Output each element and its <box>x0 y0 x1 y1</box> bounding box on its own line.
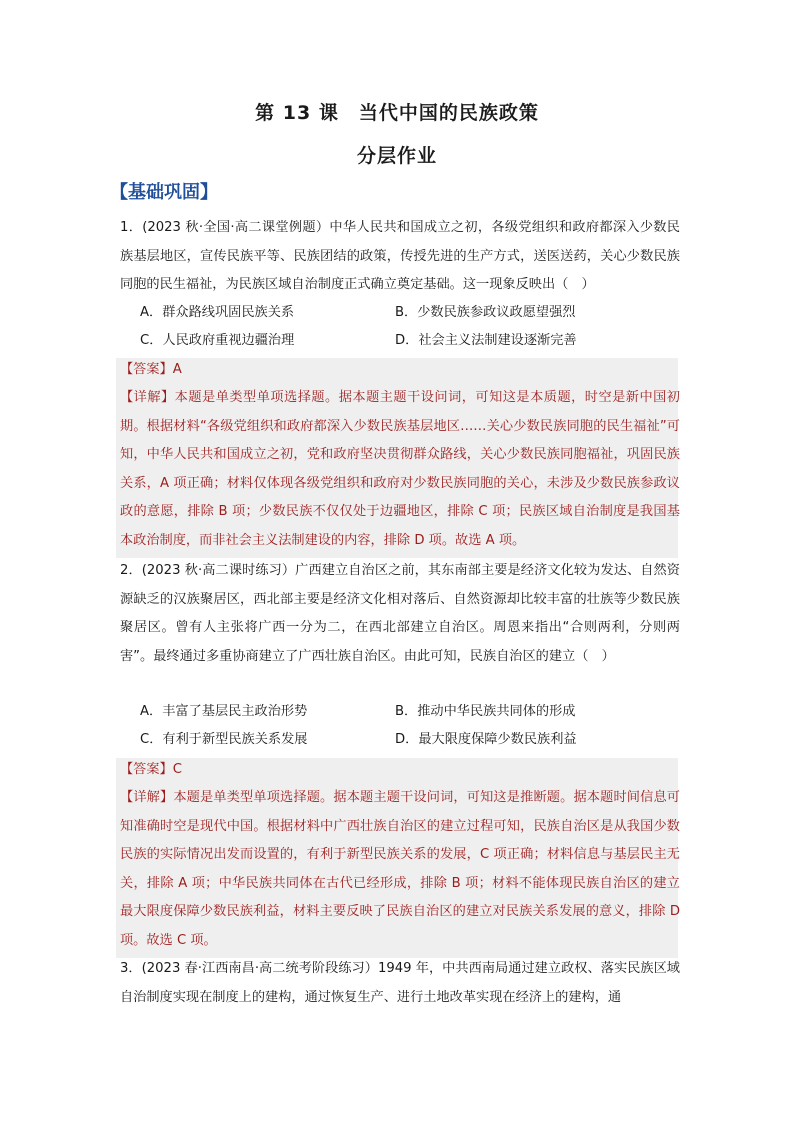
lesson-subtitle: 分层作业 <box>356 145 437 167</box>
option-a[interactable]: A．群众路线巩固民族关系 <box>140 305 295 320</box>
option-d[interactable]: D．社会主义法制建设逐渐完善 <box>395 333 577 348</box>
option-c[interactable]: C．有利于新型民族关系发展 <box>140 732 308 747</box>
option-b[interactable]: B．少数民族参政议政愿望强烈 <box>395 305 576 320</box>
analysis-1: 【详解】本题是单类型单项选择题。据本题主题干设问词，可知这是本质题，时空是新中国初期。根据材料“各级党组织和政府都深入少数民族基层地区……关心少数民族同胞的民生福祉”可知，中华人民共和国成立之初，党和政府坚决贯彻群众路线，关心少数民族同胞福祉，巩固民族关系，A 项正确；材料仅体现各级党组织和政府对少数民族同胞的关心，未涉及少数民族参政议政的意愿，排除 B 项；少数民族不仅仅处于边疆地区，排除 C 项；民族区域自治制度是我国基本政治制度，而非社会主义法制建设的内容，排除 D 项。故选 A 项。 <box>120 390 680 548</box>
question-2-stem: 2．(2023 秋·高二课时练习）广西建立自治区之前，其东南部主要是经济文化较为发达、自然资源缺乏的汉族聚居区，西北部主要是经济文化相对落后、自然资源却比较丰富的壮族等少数民族聚居区。曾有人主张将广西一分为二，在西北部建立自治区。周恩来指出“合则两利，分则两害”。最终通过多重协商建立了广西壮族自治区。由此可知，民族自治区的建立（ ） <box>120 563 680 664</box>
option-b[interactable]: B．推动中华民族共同体的形成 <box>395 704 576 719</box>
answer-1: 【答案】A <box>120 362 182 377</box>
question-3-stem: 3．(2023 春·江西南昌·高二统考阶段练习）1949 年，中共西南局通过建立政权、落实民族区域自治制度实现在制度上的建构，通过恢复生产、进行土地改革实现在经济上的建构，通 <box>120 961 680 1005</box>
answer-2: 【答案】C <box>120 762 182 777</box>
question-1-stem: 1．(2023 秋·全国·高二课堂例题）中华人民共和国成立之初，各级党组织和政府都深入少数民族基层地区，宣传民族平等、民族团结的政策，传授先进的生产方式，送医送药，关心少数民族同胞的民生福祉，为民族区域自治制度正式确立奠定基础。这一现象反映出（ ） <box>120 220 680 293</box>
section-heading: 【基础巩固】 <box>110 182 218 203</box>
option-d[interactable]: D．最大限度保障少数民族利益 <box>395 732 577 747</box>
analysis-2: 【详解】本题是单类型单项选择题。据本题主题干设问词，可知这是推断题。据本题时间信息可知准确时空是现代中国。根据材料中广西壮族自治区的建立过程可知，民族自治区是从我国少数民族的实际情况出发而设置的，有利于新型民族关系的发展，C 项正确；材料信息与基层民主无关，排除 A 项；中华民族共同体在古代已经形成，排除 B 项；材料不能体现民族自治区的建立最大限度保障少数民族利益，材料主要反映了民族自治区的建立对民族关系发展的意义，排除 D 项。故选 C 项。 <box>120 790 680 948</box>
option-a[interactable]: A．丰富了基层民主政治形势 <box>140 704 308 719</box>
option-c[interactable]: C．人民政府重视边疆治理 <box>140 333 295 348</box>
lesson-title: 第 13 课 当代中国的民族政策 <box>255 102 539 124</box>
